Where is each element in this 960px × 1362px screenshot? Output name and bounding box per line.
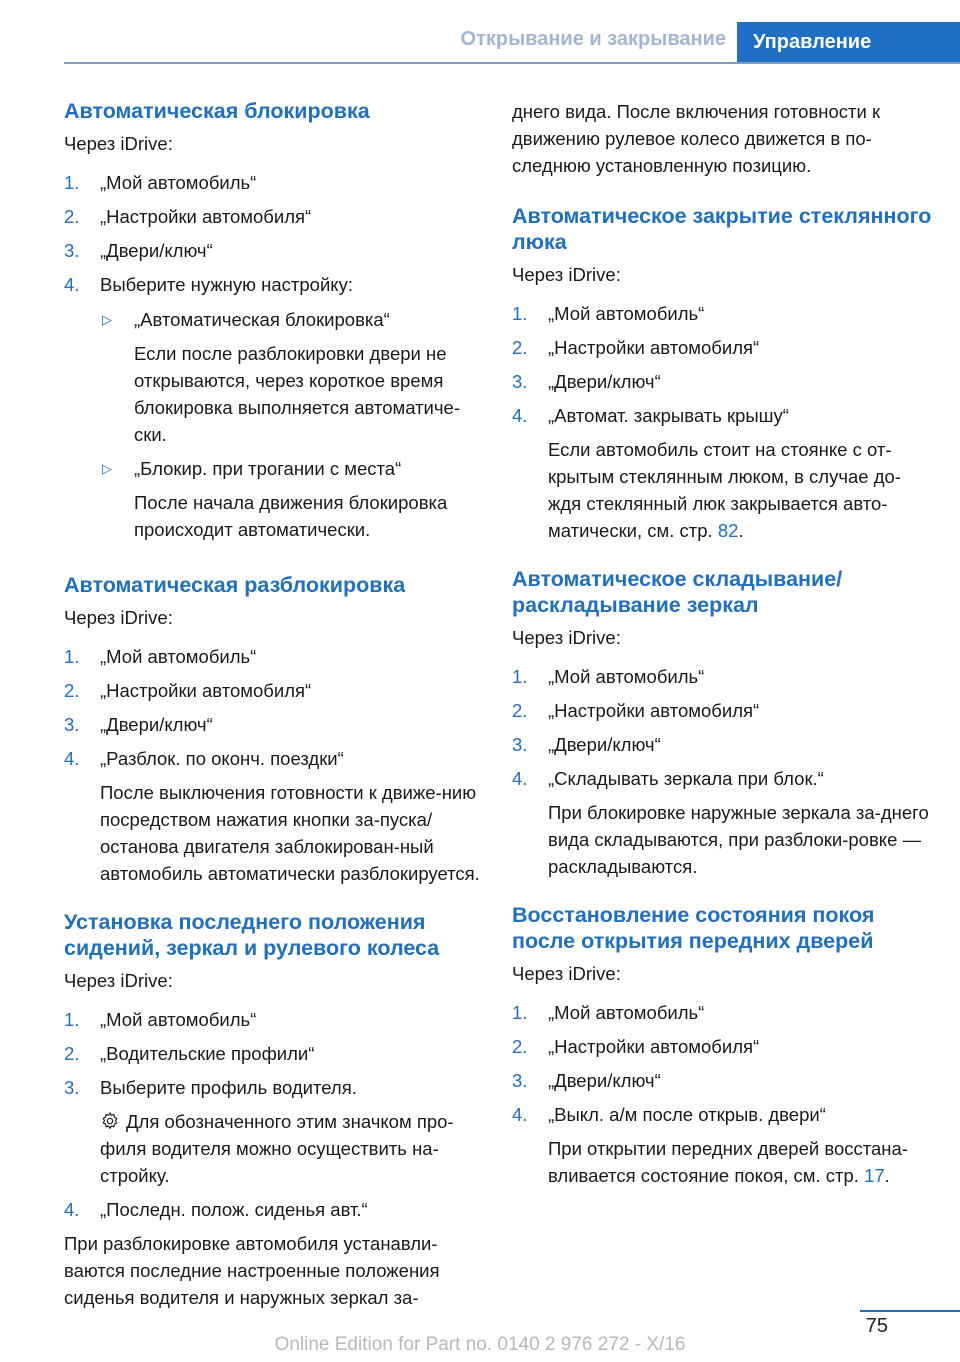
list-item	[512, 334, 932, 361]
section-title-auto-unlock: Автоматическая разблокировка	[64, 573, 406, 597]
step-number: 3.	[64, 240, 80, 261]
step-text: „Мой автомобиль“	[100, 172, 257, 193]
list-item	[512, 765, 932, 880]
step-description	[548, 436, 932, 544]
list-item	[64, 203, 484, 230]
footer-edition: Online Edition for Part no. 0140 2 976 272 - X/16	[274, 1334, 686, 1355]
step-text: „Последн. полож. сиденья авт.“	[100, 1199, 368, 1220]
step-number: 2.	[64, 206, 80, 227]
option-item	[100, 455, 484, 543]
list-item	[512, 731, 932, 758]
step-number: 4.	[512, 1104, 528, 1125]
step-number: 3.	[512, 1070, 528, 1091]
step-number: 3.	[512, 371, 528, 392]
list-item	[512, 368, 932, 395]
step-text: „Мой автомобиль“	[548, 666, 705, 687]
step-text: „Настройки автомобиля“	[548, 700, 760, 721]
section-title-auto-lock: Автоматическая блокировка	[64, 99, 370, 123]
list-item	[64, 745, 484, 887]
list-item	[64, 1196, 484, 1223]
option-description: После начала движения блокировка происходит автоматически.	[134, 492, 448, 540]
list-item	[64, 169, 484, 196]
option-description: Если после разблокировки двери не открываются, через короткое время блокировка выполняется автоматиче-ски.	[134, 343, 460, 445]
step-text: „Разблок. по оконч. поездки“	[100, 748, 344, 769]
period: .	[738, 520, 744, 541]
step-number: 2.	[512, 337, 528, 358]
step-number: 2.	[512, 700, 528, 721]
header-chapter-tab[interactable]: Управление	[737, 22, 960, 62]
list-item	[64, 271, 484, 550]
page-number: 75	[865, 1315, 888, 1337]
via-idrive: Через iDrive:	[64, 970, 173, 991]
paragraph-continuation: днего вида. После включения готовности к движению рулевое колесо движется в по-следнюю установленную позицию.	[512, 101, 881, 176]
list-item	[64, 1006, 484, 1033]
step-number: 2.	[64, 1043, 80, 1064]
option-label: „Автоматическая блокировка“	[134, 309, 390, 330]
step-text: „Двери/ключ“	[548, 1070, 661, 1091]
page-reference-link[interactable]: 17	[864, 1165, 885, 1186]
list-item	[64, 1040, 484, 1067]
step-text: „Мой автомобиль“	[548, 1002, 705, 1023]
step-number: 4.	[512, 405, 528, 426]
list-item	[64, 1074, 484, 1189]
via-idrive: Через iDrive:	[64, 133, 173, 154]
step-text: „Складывать зеркала при блок.“	[548, 768, 824, 789]
step-description: При блокировке наружные зеркала за-днего вида складываются, при разблоки-ровке — раскладываются.	[548, 802, 929, 877]
step-description: После выключения готовности к движе-нию посредством нажатия кнопки за-пуска/останова двигателя заблокирован-ный автомобиль автоматически разблокируется.	[100, 782, 480, 884]
section-title-auto-close-roof: Автоматическое закрытие стеклянного люка	[512, 204, 932, 254]
step-note-text: Для обозначенного этим значком про-филя водителя можно осуществить на-стройку.	[100, 1111, 454, 1186]
step-description	[548, 1135, 932, 1189]
list-item	[512, 999, 932, 1026]
header-rule	[64, 62, 960, 64]
step-text: „Двери/ключ“	[100, 714, 213, 735]
header-section-title: Открывание и закрывание	[460, 28, 726, 50]
option-label: „Блокир. при трогании с места“	[134, 458, 402, 479]
list-item	[64, 643, 484, 670]
step-number: 1.	[64, 646, 80, 667]
step-number: 3.	[64, 714, 80, 735]
step-number: 1.	[512, 1002, 528, 1023]
list-item	[512, 663, 932, 690]
list-item	[512, 402, 932, 544]
step-text: „Двери/ключ“	[548, 371, 661, 392]
step-description-text: При открытии передних дверей восстана-вливается состояние покоя, см. стр.	[548, 1138, 908, 1186]
step-text: „Настройки автомобиля“	[548, 1036, 760, 1057]
triangle-right-icon: ▷	[102, 312, 112, 327]
list-item	[512, 1101, 932, 1189]
step-number: 3.	[512, 734, 528, 755]
section-title-standby: Восстановление состояния покоя после открытия передних дверей	[512, 903, 875, 953]
via-idrive: Через iDrive:	[64, 607, 173, 628]
step-text: „Настройки автомобиля“	[100, 206, 312, 227]
step-text: „Мой автомобиль“	[548, 303, 705, 324]
list-item	[64, 711, 484, 738]
step-number: 3.	[64, 1077, 80, 1098]
gear-icon	[100, 1111, 120, 1131]
step-text: Выберите профиль водителя.	[100, 1077, 357, 1098]
step-number: 1.	[512, 666, 528, 687]
step-text: „Настройки автомобиля“	[100, 680, 312, 701]
step-text: „Мой автомобиль“	[100, 646, 257, 667]
list-item	[512, 697, 932, 724]
step-text: „Двери/ключ“	[100, 240, 213, 261]
step-number: 4.	[64, 274, 80, 295]
step-number: 1.	[64, 172, 80, 193]
step-text: „Двери/ключ“	[548, 734, 661, 755]
page-reference-link[interactable]: 82	[717, 520, 739, 541]
period: .	[884, 1165, 890, 1186]
footer-rule	[860, 1310, 960, 1312]
step-number: 1.	[512, 303, 528, 324]
list-item	[512, 1033, 932, 1060]
via-idrive: Через iDrive:	[512, 963, 621, 984]
triangle-right-icon: ▷	[102, 461, 112, 476]
section-title-mirror-fold: Автоматическое складывание/ раскладывание зеркал	[512, 567, 843, 617]
step-number: 2.	[512, 1036, 528, 1057]
step-text: Выберите нужную настройку:	[100, 274, 353, 295]
list-item	[512, 1067, 932, 1094]
step-text: „Настройки автомобиля“	[548, 337, 760, 358]
list-item	[64, 677, 484, 704]
step-text: „Мой автомобиль“	[100, 1009, 257, 1030]
step-number: 4.	[64, 1199, 80, 1220]
step-number: 4.	[64, 748, 80, 769]
via-idrive: Через iDrive:	[512, 627, 621, 648]
step-text: „Выкл. а/м после открыв. двери“	[548, 1104, 826, 1125]
option-item	[100, 306, 484, 448]
step-text: „Водительские профили“	[100, 1043, 315, 1064]
list-item	[512, 300, 932, 327]
step-number: 2.	[64, 680, 80, 701]
section-title-last-position: Установка последнего положения сидений, зеркал и рулевого колеса	[64, 910, 440, 960]
right-column	[512, 98, 932, 1196]
left-column	[64, 98, 484, 1311]
step-number: 1.	[64, 1009, 80, 1030]
step-description-text: Если автомобиль стоит на стоянке с от-крытым стеклянным люком, в случае до-ждя стеклянный люк закрывается авто-матически, см. стр.	[548, 439, 901, 541]
step-number: 4.	[512, 768, 528, 789]
via-idrive: Через iDrive:	[512, 264, 621, 285]
list-item	[64, 237, 484, 264]
step-note	[100, 1108, 484, 1189]
option-list	[100, 306, 484, 543]
paragraph: При разблокировке автомобиля устанавли-ваются последние настроенные положения сиденья водителя и наружных зеркал за-	[64, 1233, 440, 1308]
step-text: „Автомат. закрывать крышу“	[548, 405, 789, 426]
